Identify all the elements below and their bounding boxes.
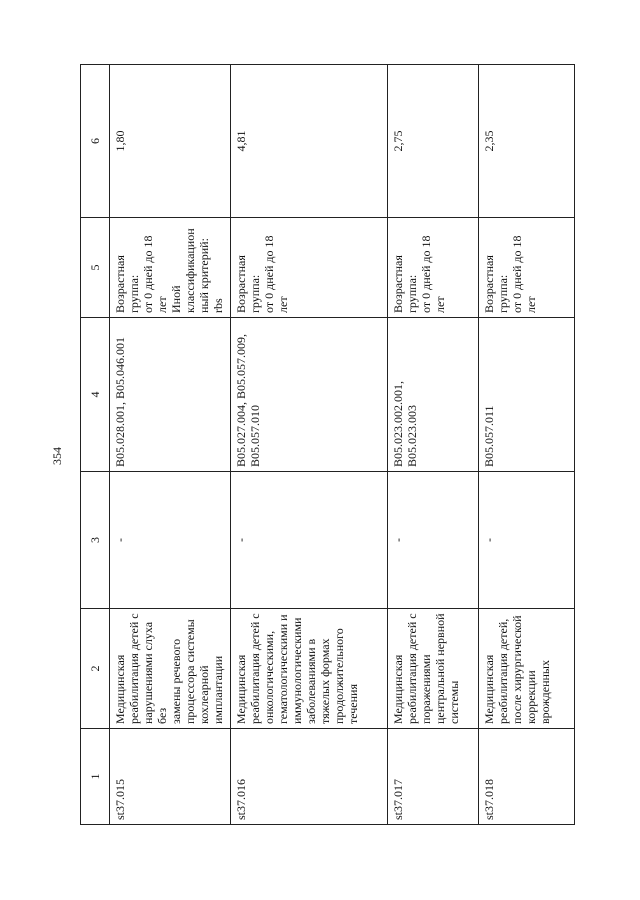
services-cell: B05.027.004, B05.057.009, B05.057.010 — [230, 318, 387, 472]
name-cell: Медицинская реабилитация детей, после хирургической коррекции врожденных — [478, 609, 574, 729]
code-cell: st37.017 — [387, 729, 478, 825]
header-cell: 6 — [81, 65, 110, 218]
services-cell: B05.057.011 — [478, 318, 574, 472]
table-row — [387, 65, 478, 825]
code-cell: st37.018 — [478, 729, 574, 825]
coefficient-cell: 1,80 — [110, 65, 230, 218]
coefficient-cell: 2,35 — [478, 65, 574, 218]
criteria-cell: Возрастная группа: от 0 дней до 18 лет Иной классификацион ный критерий: rbs — [110, 218, 230, 318]
col3-cell: - — [478, 472, 574, 609]
name-cell: Медицинская реабилитация детей с поражениями центральной нервной системы — [387, 609, 478, 729]
criteria-cell: Возрастная группа: от 0 дней до 18 лет — [230, 218, 387, 318]
services-cell: B05.028.001, B05.046.001 — [110, 318, 230, 472]
code-cell: st37.016 — [230, 729, 387, 825]
table-row — [230, 65, 387, 825]
coefficient-cell: 4,81 — [230, 65, 387, 218]
header-cell: 2 — [81, 609, 110, 729]
name-cell: Медицинская реабилитация детей с нарушениями слуха без замены речевого процессора системы кохлеарной имплантации — [110, 609, 230, 729]
coefficient-cell: 2,75 — [387, 65, 478, 218]
col3-cell: - — [387, 472, 478, 609]
col3-cell: - — [110, 472, 230, 609]
code-cell: st37.015 — [110, 729, 230, 825]
header-cell: 5 — [81, 218, 110, 318]
col3-cell: - — [230, 472, 387, 609]
header-cell: 4 — [81, 318, 110, 472]
table-row — [110, 65, 230, 825]
criteria-cell: Возрастная группа: от 0 дней до 18 лет — [478, 218, 574, 318]
header-cell: 1 — [81, 729, 110, 825]
name-cell: Медицинская реабилитация детей с онкологическими, гематологическими и иммунологическими заболеваниями в тяжелых формах продолжительного течения — [230, 609, 387, 729]
tariff-table — [80, 64, 575, 825]
table-row — [478, 65, 574, 825]
criteria-cell: Возрастная группа: от 0 дней до 18 лет — [387, 218, 478, 318]
header-cell: 3 — [81, 472, 110, 609]
page-number: 354 — [50, 447, 64, 465]
services-cell: B05.023.002.001, B05.023.003 — [387, 318, 478, 472]
rotated-table-frame — [80, 65, 575, 825]
table-header-row — [81, 65, 110, 825]
